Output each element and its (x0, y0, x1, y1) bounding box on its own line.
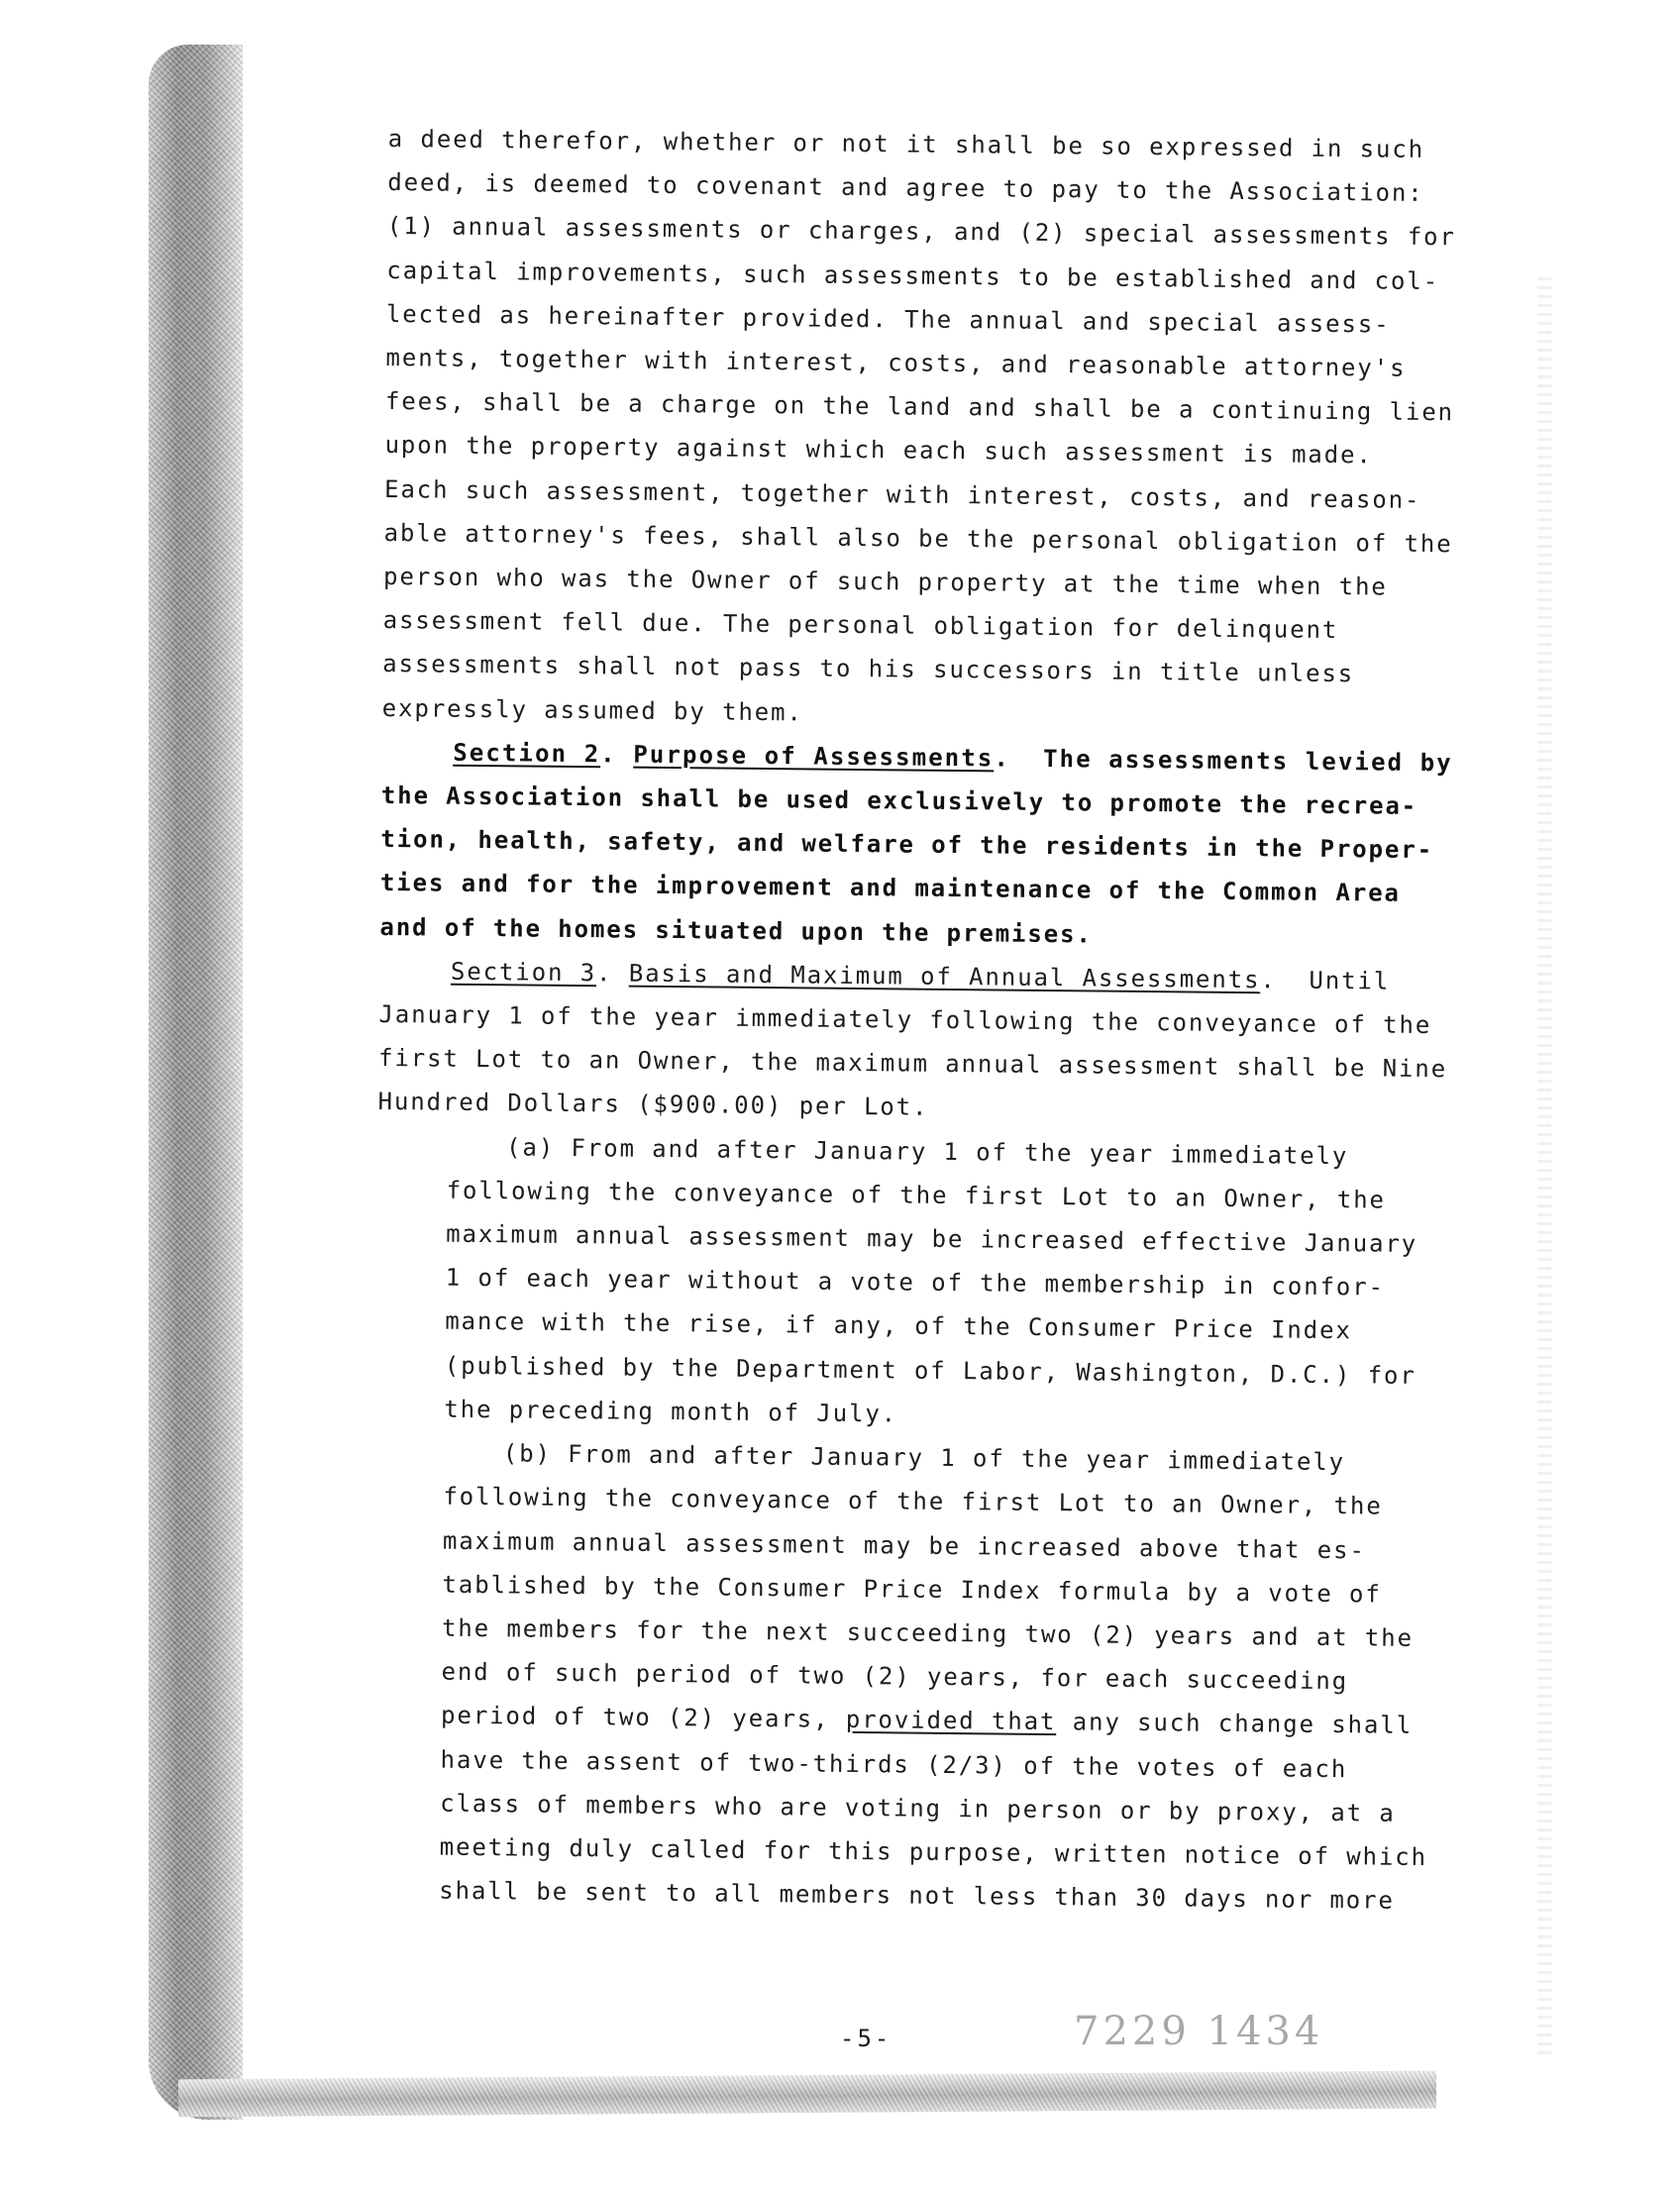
section-3-body (377, 992, 1448, 1135)
text-line: assessments shall not pass to his successors in title unless (382, 650, 1355, 688)
document-body (369, 117, 1456, 1923)
text-line: maximum annual assessment may be increased effective January (446, 1219, 1418, 1259)
subsection-b-first-line: (b) From and after January 1 of the year immediately (502, 1439, 1346, 1477)
text-line: expressly assumed by them. (381, 693, 803, 727)
text-line: and of the homes situated upon the premises. (379, 912, 1093, 949)
text-line: person who was the Owner of such property at the time when the (382, 563, 1388, 601)
section-3-first-tail: Until (1309, 966, 1391, 995)
text-line: following the conveyance of the first Lot to an Owner, the (443, 1482, 1383, 1520)
text-line: the Association shall be used exclusively to promote the recrea- (380, 781, 1418, 820)
text-line: have the assent of two-thirds (2/3) of the votes of each (440, 1745, 1348, 1783)
subsection-b-body (362, 1474, 1415, 1704)
scan-edge-right (1537, 277, 1551, 2060)
section-2-body (379, 774, 1434, 960)
subsection-a-body (365, 1168, 1418, 1441)
text-line: fees, shall be a charge on the land and shall be a continuing lien (384, 387, 1455, 427)
text-line: ments, together with interest, costs, and reasonable attorney's (385, 344, 1407, 382)
subsection-b-body-after (360, 1736, 1428, 1923)
text-line: Each such assessment, together with interest, costs, and reason- (383, 474, 1421, 514)
text-line: maximum annual assessment may be increased above that es- (442, 1526, 1366, 1564)
text-line: capital improvements, such assessments to be established and col- (386, 256, 1440, 295)
text-line: tion, health, safety, and welfare of the residents in the Proper- (380, 825, 1434, 865)
provided-line-pre: period of two (2) years, (440, 1701, 846, 1734)
section-2-heading-line: Section 2. Purpose of Assessments. The assessments levied by (453, 738, 1453, 778)
text-line: upon the property against which each such assessment is made. (384, 431, 1373, 469)
section-3-title: Basis and Maximum of Annual Assessments (628, 959, 1261, 994)
provided-line-post: any such change shall (1056, 1708, 1414, 1740)
text-line: (1) annual assessments or charges, and (2) special assessments for (386, 212, 1456, 252)
text-line: meeting duly called for this purpose, written notice of which (439, 1832, 1428, 1872)
subsection-a-first-line: (a) From and after January 1 of the year immediately (505, 1132, 1349, 1170)
text-line: January 1 of the year immediately following the conveyance of the (378, 1000, 1432, 1040)
section-3-heading-line: Section 3. Basis and Maximum of Annual Assessments. Until (450, 957, 1391, 995)
text-line: ties and for the improvement and maintenance of the Common Area (379, 869, 1402, 908)
subsection-a (365, 1124, 1418, 1441)
text-line: the preceding month of July. (444, 1395, 898, 1428)
text-line: class of members who are voting in person or by proxy, at a (440, 1789, 1396, 1827)
page-number: -5- (840, 2025, 892, 2052)
text-line: (published by the Department of Labor, Washington, D.C.) for (444, 1351, 1417, 1390)
scan-shadow-bottom (178, 2071, 1436, 2118)
text-line: lected as hereinafter provided. The annual and special assess- (385, 299, 1391, 339)
text-line: Hundred Dollars ($900.00) per Lot. (377, 1088, 929, 1122)
text-line: a deed therefor, whether or not it shall be so expressed in such (387, 124, 1425, 163)
text-line: end of such period of two (2) years, for each succeeding (441, 1657, 1349, 1696)
paragraph-continuation (381, 117, 1456, 741)
text-line: 1 of each year without a vote of the membership in confor- (445, 1263, 1386, 1302)
section-2-number: Section 2 (453, 738, 601, 769)
section-2-title: Purpose of Assessments (633, 740, 995, 773)
text-line: following the conveyance of the first Lot to an Owner, the (446, 1176, 1387, 1214)
text-line: able attorney's fees, shall also be the personal obligation of the (383, 518, 1453, 559)
text-line: deed, is deemed to covenant and agree to pay to the Association: (387, 168, 1424, 208)
text-line: the members for the next succeeding two (2) years and at the (441, 1614, 1415, 1652)
text-line: first Lot to an Owner, the maximum annual assessment shall be Nine (377, 1044, 1448, 1084)
section-2-first-tail: The assessments levied by (1042, 744, 1453, 778)
provided-that-text: provided that (845, 1706, 1057, 1736)
text-line: tablished by the Consumer Price Index formula by a vote of (442, 1570, 1382, 1609)
recording-stamp: 7229 1434 (1074, 2009, 1324, 2054)
text-line: assessment fell due. The personal obligation for delinquent (382, 606, 1339, 645)
text-line: shall be sent to all members not less than 30 days nor more (439, 1876, 1395, 1915)
subsection-b (360, 1430, 1428, 1923)
scan-shadow-left (149, 45, 243, 2120)
section-3-number: Section 3 (450, 957, 597, 988)
text-line: mance with the rise, if any, of the Consumer Price Index (445, 1307, 1352, 1345)
